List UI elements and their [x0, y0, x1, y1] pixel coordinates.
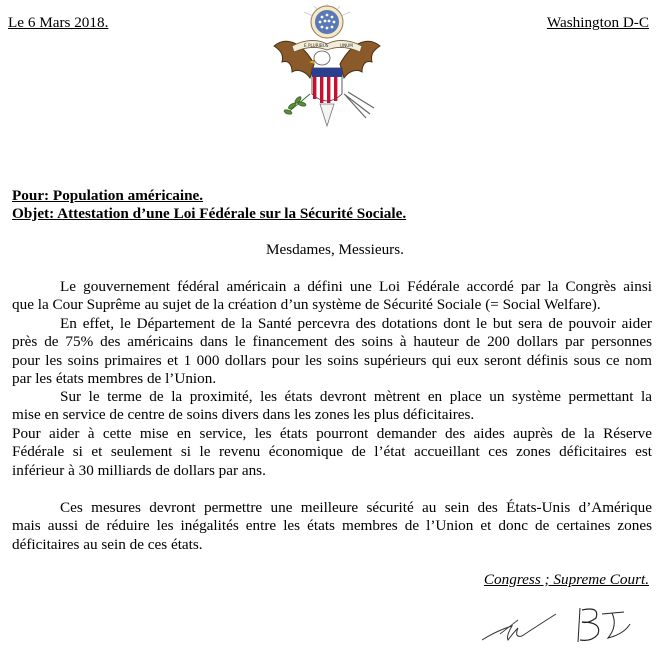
p2-line-3: pour les soins primaires et 1 000 dollars pour les soins supérieurs qui eux seront définis sous ce nom [12, 351, 652, 369]
p1-line-1: Le gouvernement fédéral américain a défini une Loi Fédérale accordé par la Congrès ainsi [60, 278, 652, 295]
motto-left-text: E PLURIBUS [304, 43, 329, 48]
addressee-objet: Objet: Attestation d’une Loi Fédérale sur la Sécurité Sociale. [12, 205, 407, 222]
p5-line-1: Ces mesures devront permettre une meilleure sécurité au sein des États-Unis d’Amérique [60, 499, 652, 516]
p3-line-2: mise en service de centre de soins divers dans les zones les plus déficitaires. [12, 406, 475, 424]
p2-line-4: par les états membres de l’Union. [12, 370, 217, 388]
p4-line-3: inférieur à 30 milliards de dollars par ans. [12, 461, 266, 479]
signature-label: Congress ; Supreme Court. [483, 571, 649, 588]
p5-line-2: mais aussi de réduire les inégalités entre les états membres de l’Union et donc de certaines zones [12, 517, 652, 535]
p4-line-2: Fédérale si et seulement si le revenu économique de l’état accueillant ces zones déficitaires est [12, 443, 652, 461]
p3-line-1: Sur le terme de la proximité, les états devront mètrent en place un système permettant la [60, 388, 652, 405]
letter-date: Le 6 Mars 2018. [8, 14, 109, 31]
olive-branch [284, 94, 310, 115]
eagle-tail [320, 104, 334, 126]
great-seal-emblem [262, 2, 392, 134]
p2-line-1: En effet, le Département de la Santé percevra des dotations dont le but sera de pouvoir aider [60, 315, 652, 332]
body-paragraph-5 [12, 499, 652, 554]
eagle-head [314, 51, 330, 65]
body-paragraph-2 [12, 315, 652, 389]
p4-line-1: Pour aider à cette mise en service, les états pourront demander des aides auprès de la Réserve [12, 425, 652, 442]
signature-congress [478, 606, 558, 646]
letter-place: Washington D-C [546, 14, 649, 31]
addressee-pour: Pour: Population américaine. [12, 187, 204, 204]
arrows-bundle [344, 92, 374, 118]
signature-supreme-court [572, 604, 642, 646]
p1-line-2: que la Cour Suprême au sujet de la création d’un système de Sécurité Sociale (= Social Welfare). [12, 296, 601, 314]
body-paragraph-3 [12, 388, 652, 425]
salutation: Mesdames, Messieurs. [266, 241, 404, 258]
p2-line-2: près de 75% des américains dans le financement des soins à hauteur de 200 dollars par personnes [12, 333, 652, 351]
body-paragraph-1 [12, 278, 652, 315]
motto-right-text: UNUM [340, 43, 353, 48]
body-paragraph-4 [12, 425, 652, 480]
p5-line-3: déficitaires au sein de ces états. [12, 535, 203, 553]
